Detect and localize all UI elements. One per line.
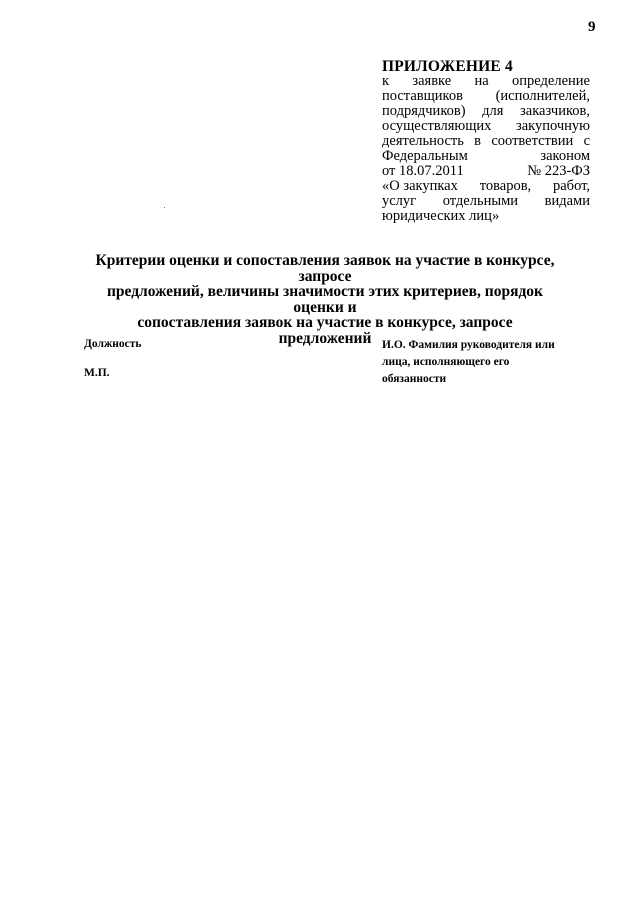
appendix-word: заказчиков, bbox=[520, 103, 590, 119]
criteria-heading-line: предложений, величины значимости этих критериев, порядок оценки и bbox=[106, 283, 543, 316]
appendix-line bbox=[382, 74, 590, 89]
signatory-name bbox=[382, 337, 592, 388]
appendix-word: закупочную bbox=[515, 118, 590, 134]
scan-speck bbox=[164, 207, 165, 208]
appendix-word: отдельными bbox=[442, 193, 519, 209]
appendix-line bbox=[382, 119, 590, 134]
criteria-heading-line: Критерии оценки и сопоставления заявок на участие в конкурсе, запросе bbox=[95, 252, 555, 285]
appendix-line bbox=[382, 179, 590, 194]
position-label: Должность bbox=[84, 338, 142, 350]
appendix-word: «О закупках bbox=[382, 178, 458, 194]
signatory-name-line: обязанности bbox=[382, 373, 447, 385]
appendix-word: деятельность bbox=[382, 133, 464, 149]
appendix-line bbox=[382, 149, 590, 164]
appendix-word: осуществляющих bbox=[382, 118, 492, 134]
appendix-word: юридических лиц» bbox=[382, 208, 500, 224]
appendix-word: соответствии bbox=[491, 133, 574, 149]
signatory-name-line: И.О. Фамилия руководителя или bbox=[382, 339, 555, 351]
appendix-word: Федеральным bbox=[382, 148, 468, 164]
appendix-word: от 18.07.2011 bbox=[382, 163, 464, 179]
appendix-word: заявке bbox=[412, 73, 452, 89]
appendix-line bbox=[382, 164, 590, 179]
criteria-heading bbox=[90, 253, 560, 346]
appendix-word: на bbox=[474, 73, 489, 89]
appendix-word: (исполнителей, bbox=[495, 88, 590, 104]
appendix-word: услуг bbox=[382, 193, 417, 209]
appendix-line bbox=[382, 134, 590, 149]
appendix-word: к bbox=[382, 73, 390, 89]
appendix-text bbox=[382, 74, 590, 224]
appendix-block bbox=[382, 59, 590, 224]
appendix-word: в bbox=[474, 133, 482, 149]
appendix-word: подрядчиков) bbox=[382, 103, 466, 119]
appendix-line bbox=[382, 89, 590, 104]
appendix-line bbox=[382, 104, 590, 119]
appendix-word: № 223-ФЗ bbox=[527, 163, 590, 179]
appendix-word: работ, bbox=[553, 178, 590, 194]
criteria-heading-line: сопоставления заявок на участие в конкурсе, запросе предложений bbox=[137, 314, 513, 347]
appendix-word: определение bbox=[512, 73, 590, 89]
appendix-line bbox=[382, 194, 590, 209]
appendix-line bbox=[382, 209, 590, 224]
appendix-word: для bbox=[482, 103, 504, 119]
appendix-title: ПРИЛОЖЕНИЕ 4 bbox=[382, 58, 513, 75]
appendix-word: товаров, bbox=[479, 178, 532, 194]
appendix-word: законом bbox=[540, 148, 590, 164]
appendix-word: с bbox=[583, 133, 590, 149]
appendix-word: видами bbox=[544, 193, 590, 209]
appendix-word: поставщиков bbox=[382, 88, 463, 104]
signatory-name-line: лица, исполняющего его bbox=[382, 356, 510, 368]
page-number: 9 bbox=[588, 19, 596, 35]
stamp-label: М.П. bbox=[84, 367, 110, 379]
